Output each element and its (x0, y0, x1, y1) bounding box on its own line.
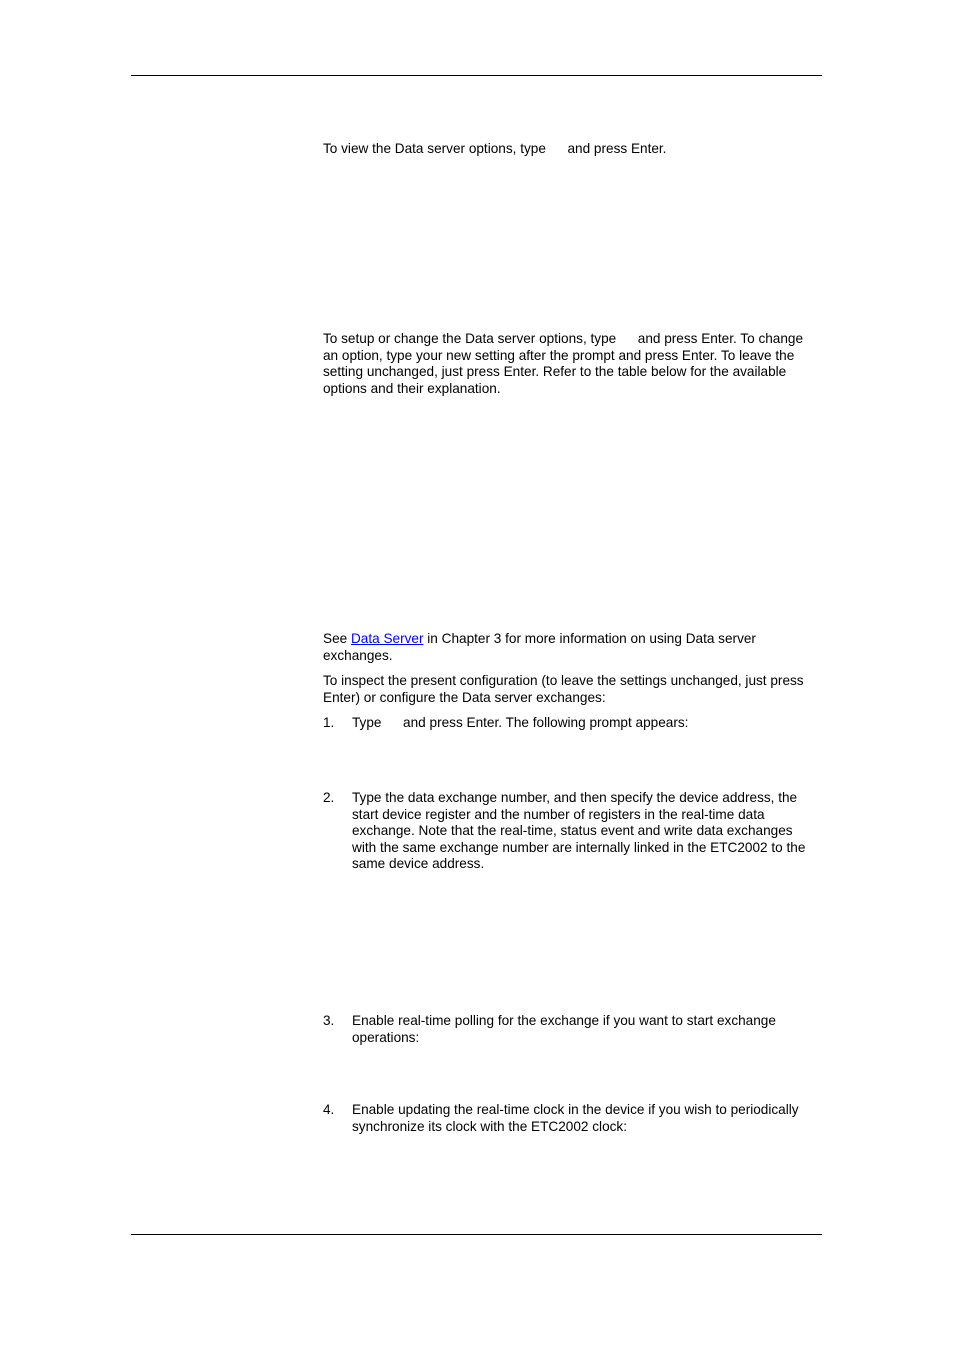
step-text: Type the data exchange number, and then specify the device address, the start device register and the number of registers in the real-time data exchange. Note that the real-time, status event and write data exchanges with the same exchange number are internally linked in the ETC2002 to the same device address. (352, 790, 806, 871)
view-options-text-after: and press Enter. (567, 141, 667, 156)
see-also-text-before: See (323, 631, 348, 646)
step-number: 3. (323, 1013, 335, 1028)
inspect-paragraph: To inspect the present configuration (to leave the settings unchanged, just press Enter) or configure the Data server exchanges: (323, 673, 804, 705)
header-rule (131, 75, 822, 76)
step-text: Enable updating the real-time clock in the device if you wish to periodically synchronize its clock with the ETC2002 clock: (352, 1102, 799, 1134)
setup-options-text-before: To setup or change the Data server options, type (323, 331, 617, 346)
step-1-text-after: and press Enter. The following prompt appears: (403, 715, 689, 730)
view-options-text-before: To view the Data server options, type (323, 141, 546, 156)
footer-rule (131, 1234, 822, 1235)
step-1-text-before: Type (352, 715, 382, 730)
data-server-link[interactable]: Data Server (350, 631, 424, 646)
setup-options-paragraph (323, 331, 818, 397)
step-3 (323, 1013, 818, 1046)
setup-options-text-rest: change an option, type your new setting after the prompt and press Enter. To leave the setting unchanged, just press Enter. Refer to the table below for the available options and their explanation. (323, 331, 804, 396)
see-also-text-after: in Chapter 3 for more information on using Data server exchanges. (323, 631, 756, 663)
step-number: 2. (323, 790, 335, 805)
step-2 (323, 790, 818, 873)
step-4 (323, 1102, 818, 1135)
step-number: 1. (323, 715, 335, 730)
setup-options-text-after: and press Enter. To (637, 331, 755, 346)
see-also-paragraph (323, 631, 818, 664)
step-number: 4. (323, 1102, 335, 1117)
step-1 (323, 715, 818, 732)
step-text: Enable real-time polling for the exchange if you want to start exchange operations: (352, 1013, 776, 1045)
step-text (352, 715, 818, 732)
view-options-paragraph (323, 141, 818, 158)
